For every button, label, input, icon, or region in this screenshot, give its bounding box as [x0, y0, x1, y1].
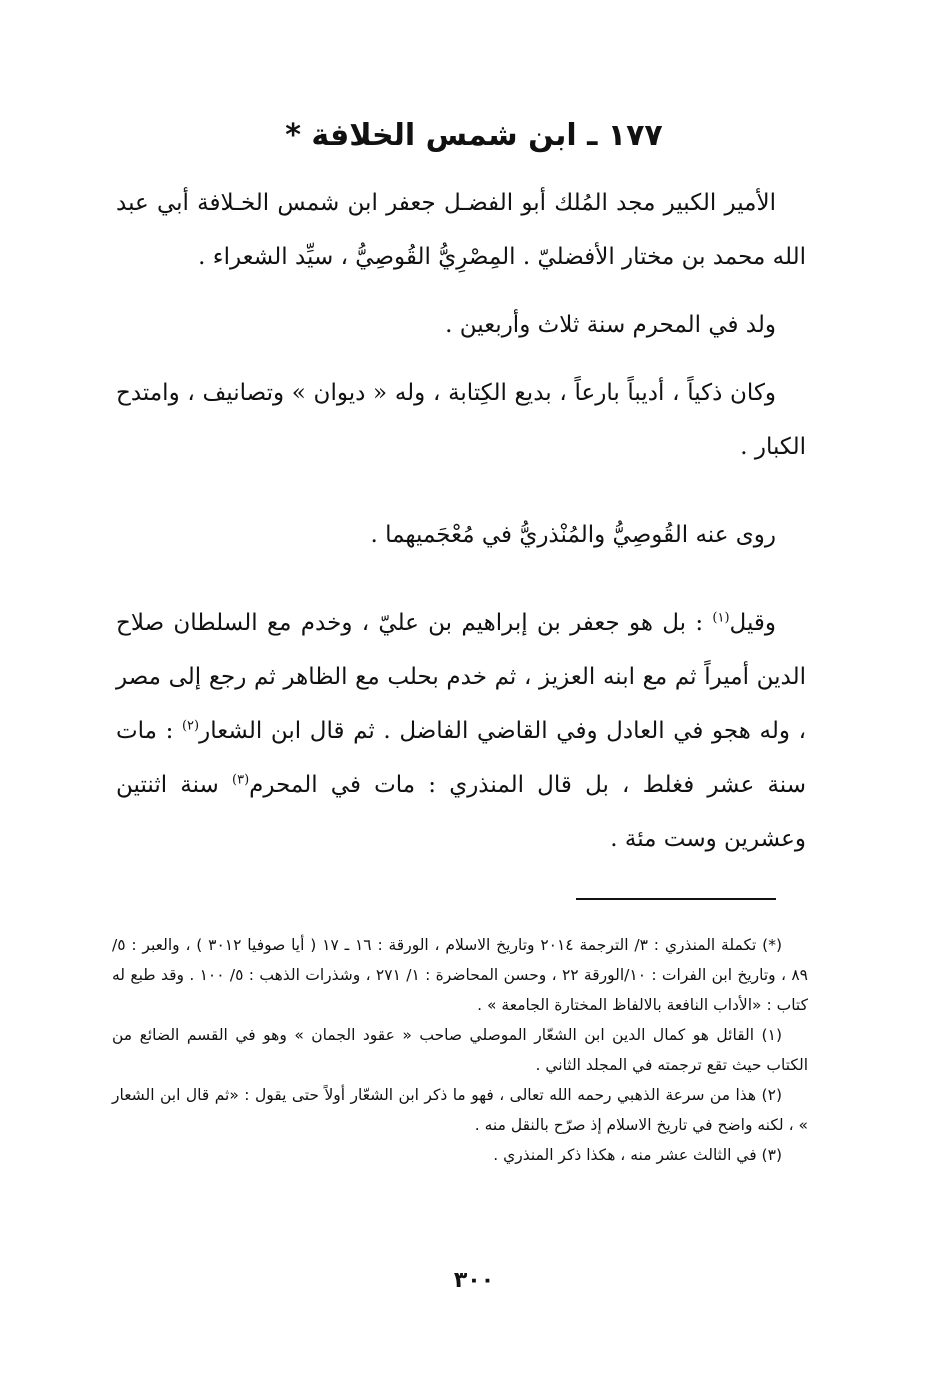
entry-title: ١٧٧ ـ ابن شمس الخلافة * — [285, 118, 663, 153]
footnote-3: (٣) في الثالث عشر منه ، هكذا ذكر المنذري . — [493, 1146, 782, 1164]
paragraph-text: وقيل — [729, 610, 776, 636]
footnote-ref: (٢) — [181, 718, 200, 734]
paragraph-birth: ولد في المحرم سنة ثلاث وأربعين . — [445, 312, 776, 338]
footnote-sources: (*) تكملة المنذري : ٣/ الترجمة ٢٠١٤ وتاريخ الاسلام ، الورقة : ١٦ ـ ١٧ ( أيا صوفيا ٣٠١٢ ) ، والعبر : ٥/ ٨٩ ، وتاريخ ابن الفرات : ١٠/الورقة ٢٢ ، وحسن المحاضرة : ١/ ٢٧١ ، وشذرات الذهب : ٥/ ١٠٠ . وقد طبع له كتاب : «الأداب النافعة بالالفاظ المختارة الجامعة » . — [112, 936, 808, 1014]
footnote-1: (١) القائل هو كمال الدين ابن الشعّار الموصلي صاحب « عقود الجمان » وهو في القسم الضائع من الكتاب حيث تقع ترجمته في المجلد الثاني . — [112, 1026, 808, 1074]
paragraph-text: : بل هو جعفر بن إبراهيم بن عليّ ، وخدم مع السلطان صلاح الدين أميراً ثم مع ابنه العزيز ، ثم خدم بحلب مع الظاهر ثم رجع إلى مصر ، وله هجو في العادل وفي القاضي الفاضل . ثم قال ابن الشعار — [116, 610, 806, 744]
entry-body — [116, 176, 806, 866]
footnote-2: (٢) هذا من سرعة الذهبي رحمه الله تعالى ، فهو ما ذكر ابن الشعّار أولاً حتى يقول : «ثم قال ابن الشعار » ، لكنه واضح في تاريخ الاسلام إذ صرّح بالنقل منه . — [112, 1086, 808, 1134]
paragraph-text: : مات سنة عشر فغلط ، بل قال المنذري : مات في المحرم — [116, 718, 806, 798]
footnote-divider — [576, 898, 776, 900]
paragraph-description: وكان ذكياً ، أديباً بارعاً ، بديع الكِتابة ، وله « ديوان » وتصانيف ، وامتدح الكبار . — [116, 380, 806, 460]
paragraph-intro: الأمير الكبير مجد المُلك أبو الفضـل جعفر ابن شمس الخـلافة أبي عبد الله محمد بن مختار الأفضليّ . المِصْرِيُّ القُوصِيُّ ، سيِّد الشعراء . — [116, 190, 806, 270]
footnote-ref: (٣) — [232, 772, 250, 788]
footnote-ref: (١) — [712, 610, 730, 626]
paragraph-narrators: روى عنه القُوصِيُّ والمُنْذريُّ في مُعْجَميهما . — [370, 522, 776, 548]
paragraph-text: سنة اثنتين وعشرين وست مئة . — [116, 772, 806, 852]
page-number: ٣٠٠ — [453, 1268, 495, 1293]
paragraph-alternate-view — [116, 596, 806, 866]
footnotes — [112, 930, 808, 1170]
